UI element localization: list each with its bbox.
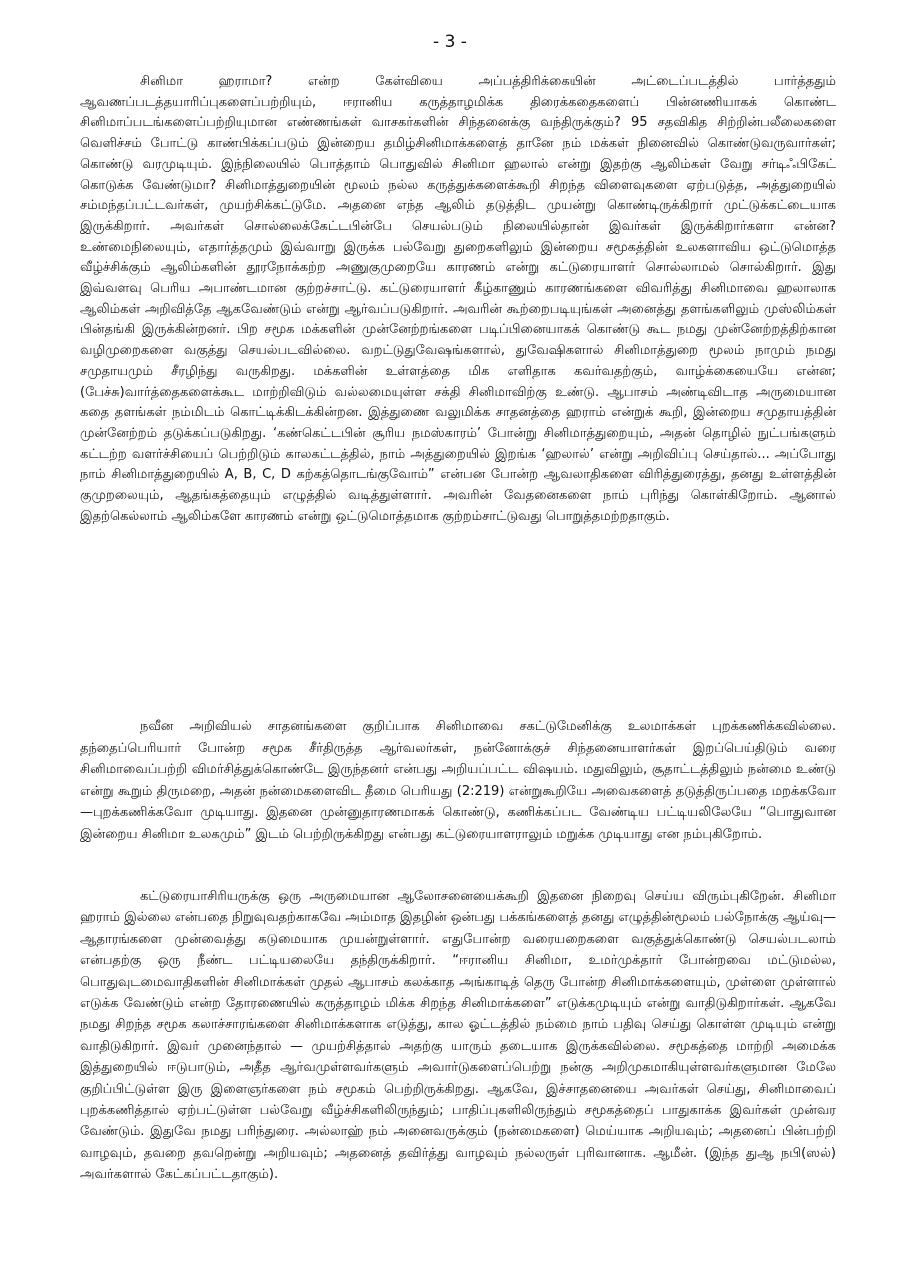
paragraph-2-text: நவீன அறிவியல் சாதனங்களை குறிப்பாக சினிமாவை சகட்டுமேனிக்கு உலமாக்கள் புறக்கணிக்கவில்லை. தந்தைப்பெரியார் போன்ற சமூக சீர்திருத்த ஆர்வலர்கள், நன்னோக்குச் சிந்தனையாளர்கள் இறப்பெய்திடும் வரை சினிமாவைப்பற்றி விமர்சித்துக்கொண்டே இருந்தனர் என்பது அறியப்பட்ட விஷயம். மதுவிலும், சூதாட்டத்திலும் நன்மை உண்டு என்று கூறும் திருமறை, அதன் நன்மைகளைவிட தீமை பெரியது (2:219) என்றுகூறியே அவைகளைத் தடுத்திருப்பதை மறக்கவோ—புறக்கணிக்கவோ முடியாது. இதனை முன்னுதாரணமாகக் கொண்டு, கணிக்கப்பட வேண்டிய பட்டியலிலேயே “பொதுவான இன்றைய சினிமா உலகமும்” இடம் பெற்றிருக்கிறது என்பது கட்டுரையாளராலும் மறுக்க முடியாது என நம்புகிறோம். bbox=[80, 719, 836, 842]
paragraph-3-text: கட்டுரையாசிரியருக்கு ஒரு அருமையான ஆலோசனையைக்கூறி இதனை நிறைவு செய்ய விரும்புகிறேன். சினிமா ஹராம் இல்லை என்பதை நிறுவுவதற்காகவே அம்மாத இதழின் ஒன்பது பக்கங்களைத் தனது எழுத்தின்மூலம் பல்நோக்கு ஆய்வு— ஆதாரங்களை முன்வைத்து கடுமையாக முயன்றுள்ளார். எதுபோன்ற வரையறைகளை வகுத்துக்கொண்டு செயல்படலாம் என்பதற்கு ஒரு நீண்ட பட்டியலையே தந்திருக்கிறார். “ஈரானிய சினிமா, உமர்முக்தார் போன்றவை மட்டுமல்ல, பொதுவுடமைவாதிகளின் சினிமாக்கள் முதல் ஆபாசம் கலக்காத அங்காடித் தெரு போன்ற சினிமாக்களையும், முள்ளை முள்ளால் எடுக்க வேண்டும் என்ற தோரணையில் கருத்தாழம் மிக்க சிறந்த சினிமாக்களை” எடுக்கமுடியும் என்று வாதிடுகிறார்கள். ஆகவே நமது சிறந்த சமூக கலாச்சாரங்களை சினிமாக்களாக எடுத்து, கால ஓட்டத்தில் நம்மை நாம் பதிவு செய்து கொள்ள முடியும் என்று வாதிடுகிறார். இவர் முனைந்தால் — முயற்சித்தால் அதற்கு யாரும் தடையாக இருக்கவில்லை. சமூகத்தை மாற்றி அமைக்க இத்துறையில் ஈடுபாடும், அதீத ஆர்வமுள்ளவர்களும் அவார்டுகளைப்பெற்று நன்கு அறிமுகமாகியுள்ளவர்களுமான மேலே குறிப்பிட்டுள்ள இரு இளைஞர்களை நம் சமூகம் பெற்றிருக்கிறது. ஆகவே, இச்சாதனையை அவர்கள் செய்து, சினிமாவைப் புறக்கணித்தால் ஏற்பட்டுள்ள பல்வேறு வீழ்ச்சிகளிலிருந்தும்; பாதிப்புகளிலிருந்தும் சமூகத்தைப் பாதுகாக்க இவர்கள் முன்வர வேண்டும். இதுவே நமது பரிந்துரை. அல்லாஹ் நம் அனைவருக்கும் (நன்மைகளை) மெய்யாக அறியவும்; அதனைப் பின்பற்றி வாழவும், தவறை தவறென்று அறியவும்; அதனைத் தவிர்த்து வாழவும் நல்லருள் புரிவானாக. ஆமீன். (இந்த துஆ நபி(ஸல்) அவர்களால் கேட்கப்பட்டதாகும்). bbox=[80, 889, 836, 1183]
paragraph-3 bbox=[80, 886, 836, 1262]
paragraph-2 bbox=[80, 716, 836, 868]
page-number: - 3 - bbox=[433, 32, 467, 52]
paragraph-1 bbox=[80, 72, 836, 694]
paragraph-1-text: சினிமா ஹராமா? என்ற கேள்வியை அப்பத்திரிக்கையின் அட்டைப்படத்தில் பார்த்ததும் ஆவணப்படத்தயாரிப்புகளைப்பற்றியும், ஈரானிய கருத்தாழமிக்க திரைக்கதைகளைப் பின்னணியாகக் கொண்ட சினிமாப்படங்களைப்பற்றியுமான எண்ணங்கள் வாசகர்களின் சிந்தனைக்கு வந்திருக்கும்? 95 சதவிகித சிற்றின்பலீலைகளை வெளிச்சம் போட்டு காண்பிக்கப்படும் இன்றைய தமிழ்சினிமாக்களைத் தானே நம் மக்கள் நினைவில் கொண்டுவருவார்கள்; கொண்டு வரமுடியும். இந்நிலையில் பொத்தாம் பொதுவில் சினிமா ஹலால் என்று இதற்கு ஆலிம்கள் வேறு சர்டிஃபிகேட் கொடுக்க வேண்டுமா? சினிமாத்துறையின் மூலம் நல்ல கருத்துக்களைக்கூறி சிறந்த விளைவுகளை ஏற்படுத்த, அத்துறையில் சம்மந்தப்பட்டவர்கள், முயற்சிக்கட்டுமே. அதனை எந்த ஆலிம் தடுத்திட முயன்று கொண்டிருக்கிறார் முட்டுக்கட்டையாக இருக்கிறார். அவர்கள் சொல்லைக்கேட்டபின்பே செயல்படும் நிலையில்தான் இவர்கள் இருக்கிறார்களா என்ன? உண்மைநிலையும், எதார்த்தமும் இவ்வாறு இருக்க பல்வேறு துறைகளிலும் இன்றைய சமூகத்தின் உலகளாவிய ஒட்டுமொத்த வீழ்ச்சிக்கும் ஆலிம்களின் தூரநோக்கற்ற அணுகுமுறையே காரணம் என்று கட்டுரையாளர் சொல்லாமல் சொல்கிறார். இது இவ்வளவு பெரிய அபாண்டமான குற்றச்சாட்டு. கட்டுரையாளர் கீழ்காணும் காரணங்களை விவரித்து சினிமாவை ஹலாலாக ஆலிம்கள் அறிவித்தே ஆகவேண்டும் என்று ஆர்வப்படுகிறார். அவரின் கூற்றைபடியுங்கள் அனைத்து தளங்களிலும் முஸ்லிம்கள் பின்தங்கி இருக்கின்றனர். பிற சமூக மக்களின் முன்னேற்றங்களை படிப்பினையாகக் கொண்டு கூட நமது முன்னேற்றத்திற்கான வழிமுறைகளை வகுத்து செயல்படவில்லை. வறட்டுதுவேஷங்களால், துவேஷிகளால் சினிமாத்துறை மூலம் நாமும் நமது சமுதாயமும் சீரழிந்து வருகிறது. மக்களின் உள்ளத்தை மிக எளிதாக கவர்வதற்கும், வாழ்க்கையையே என்ன; (பேச்சு)வார்த்தைகளைக்கூட மாற்றிவிடும் வல்லமையுள்ள சக்தி சினிமாவிற்கு உண்டு. ஆபாசம் அண்டிவிடாத அருமையான கதை தளங்கள் நம்மிடம் கொட்டிக்கிடக்கின்றன. இத்துணை வலுமிக்க சாதனத்தை ஹராம் என்றுக் கூறி, இன்றைய சமுதாயத்தின் முன்னேற்றம் தடுக்கப்படுகிறது. ‘கண்கெட்டபின் சூரிய நமஸ்காரம்’ போன்று சினிமாத்துறையும், அதன் தொழில் நுட்பங்களும் கட்டற்ற வளர்ச்சியைப் பெற்றிடும் காலகட்டத்தில், நாம் அத்துறையில் இறங்க ‘ஹலால்’ என்று அறிவிப்பு செய்தால்... அப்போது நாம் சினிமாத்துறையில் A, B, C, D கற்கத்தொடங்குவோம்” என்பன போன்ற ஆவலாதிகளை விரித்துரைத்து, தனது உள்ளத்தின் குமுறலையும், ஆதங்கத்தையும் எழுத்தில் வடித்துள்ளார். அவரின் வேதனைகளை நாம் புரிந்து கொள்கிறோம். ஆனால் இதற்கெல்லாம் ஆலிம்களே காரணம் என்று ஒட்டுமொத்தமாக குற்றம்சாட்டுவது பொறுத்தமற்றதாகும். bbox=[80, 74, 836, 524]
